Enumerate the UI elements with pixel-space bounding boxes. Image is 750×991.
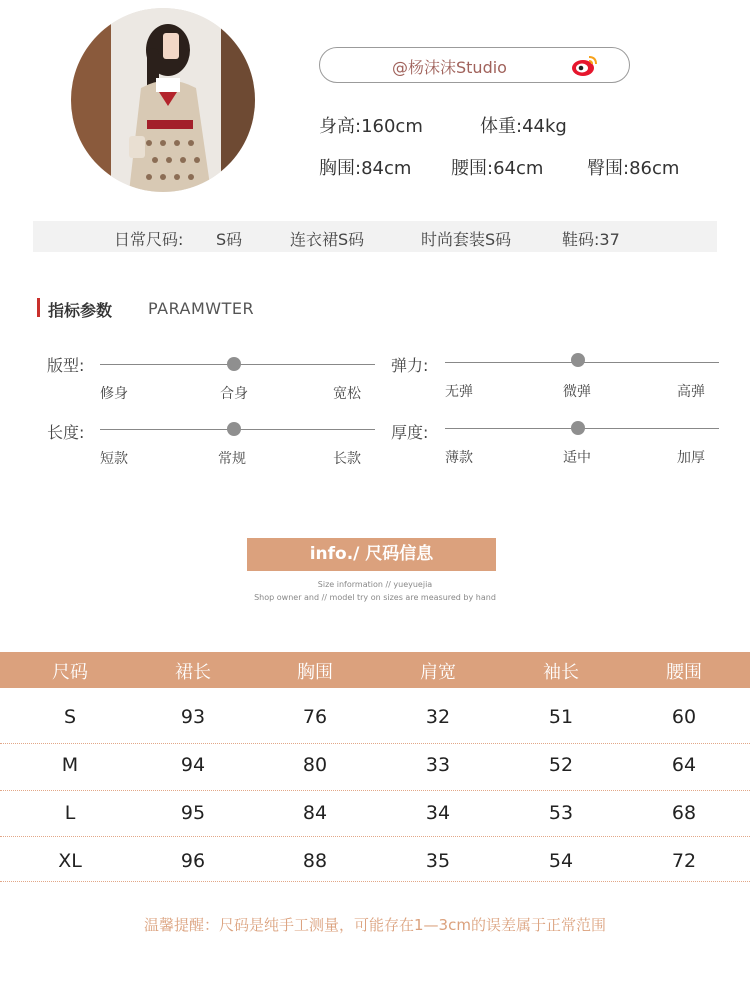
weibo-handle-pill[interactable] — [319, 47, 630, 83]
fit-tick-high: 宽松 — [333, 386, 361, 402]
fit-tick-low: 修身 — [100, 386, 128, 402]
cell-skirt-length: 96 — [180, 850, 206, 872]
cell-size: L — [64, 802, 76, 824]
daily-size-value: S码 — [216, 230, 243, 249]
height-stat: 身高:160cm — [319, 116, 423, 137]
dress-size: 连衣裙S码 — [290, 230, 365, 249]
thickness-tick-mid: 适中 — [563, 450, 591, 466]
thickness-label: 厚度: — [391, 423, 429, 442]
cell-shoulder: 35 — [425, 850, 451, 872]
table-row — [0, 742, 750, 789]
measurement-note: 温馨提醒：尺码是纯手工测量，可能存在1—3cm的误差属于正常范围 — [144, 916, 606, 934]
length-label: 长度: — [47, 423, 85, 442]
cell-bust: 76 — [302, 706, 328, 728]
cell-shoulder: 32 — [425, 706, 451, 728]
fit-indicator — [227, 357, 241, 371]
cell-waist: 68 — [671, 802, 697, 824]
cell-skirt-length: 94 — [180, 754, 206, 776]
cell-waist: 60 — [671, 706, 697, 728]
table-row — [0, 838, 750, 885]
section-marker — [37, 298, 40, 317]
size-info-subtitle-2: Shop owner and // model try on sizes are measured by hand — [254, 593, 496, 602]
length-tick-high: 长款 — [333, 451, 361, 467]
elasticity-indicator — [571, 353, 585, 367]
cell-skirt-length: 95 — [180, 802, 206, 824]
model-illustration — [71, 8, 255, 192]
hip-stat: 臀围:86cm — [587, 158, 680, 179]
weibo-icon — [571, 53, 599, 77]
thickness-tick-low: 薄款 — [445, 450, 473, 466]
suit-size: 时尚套装S码 — [421, 230, 512, 249]
row-divider — [0, 881, 750, 882]
params-title: 指标参数 — [48, 301, 113, 320]
size-info-header: info./ 尺码信息 — [247, 538, 496, 571]
col-skirt-length: 裙长 — [175, 662, 211, 683]
elasticity-tick-high: 高弹 — [677, 384, 705, 400]
length-tick-low: 短款 — [100, 451, 128, 467]
col-bust: 胸围 — [297, 662, 333, 683]
cell-shoulder: 34 — [425, 802, 451, 824]
cell-size: XL — [58, 850, 82, 872]
cell-sleeve: 52 — [548, 754, 574, 776]
bust-stat: 胸围:84cm — [319, 158, 412, 179]
cell-skirt-length: 93 — [180, 706, 206, 728]
cell-sleeve: 54 — [548, 850, 574, 872]
cell-bust: 84 — [302, 802, 328, 824]
cell-size: M — [61, 754, 79, 776]
fit-label: 版型: — [47, 356, 85, 375]
thickness-tick-high: 加厚 — [677, 450, 705, 466]
waist-stat: 腰围:64cm — [451, 158, 544, 179]
model-photo — [71, 8, 255, 192]
elasticity-label: 弹力: — [391, 356, 429, 375]
cell-sleeve: 53 — [548, 802, 574, 824]
cell-bust: 80 — [302, 754, 328, 776]
table-row — [0, 694, 750, 741]
cell-bust: 88 — [302, 850, 328, 872]
col-sleeve: 袖长 — [543, 662, 579, 683]
cell-sleeve: 51 — [548, 706, 574, 728]
elasticity-tick-low: 无弹 — [445, 384, 473, 400]
params-title-en: PARAMWTER — [148, 299, 255, 318]
cell-size: S — [63, 706, 77, 728]
elasticity-tick-mid: 微弹 — [563, 384, 591, 400]
shoe-size: 鞋码:37 — [562, 230, 620, 249]
size-info-subtitle-1: Size information // yueyuejia — [317, 580, 433, 589]
size-table-header — [0, 652, 750, 688]
weight-stat: 体重:44kg — [480, 116, 567, 137]
length-indicator — [227, 422, 241, 436]
weibo-handle: @杨沫沫Studio — [392, 58, 507, 77]
row-divider — [0, 836, 750, 837]
fit-tick-mid: 合身 — [220, 386, 248, 402]
cell-waist: 72 — [671, 850, 697, 872]
col-size: 尺码 — [52, 662, 88, 683]
col-shoulder: 肩宽 — [420, 662, 456, 683]
daily-size-label: 日常尺码: — [114, 230, 184, 249]
cell-waist: 64 — [671, 754, 697, 776]
table-row — [0, 790, 750, 837]
col-waist: 腰围 — [666, 662, 702, 683]
length-tick-mid: 常规 — [218, 451, 246, 467]
cell-shoulder: 33 — [425, 754, 451, 776]
daily-sizes-strip — [33, 221, 717, 252]
thickness-indicator — [571, 421, 585, 435]
